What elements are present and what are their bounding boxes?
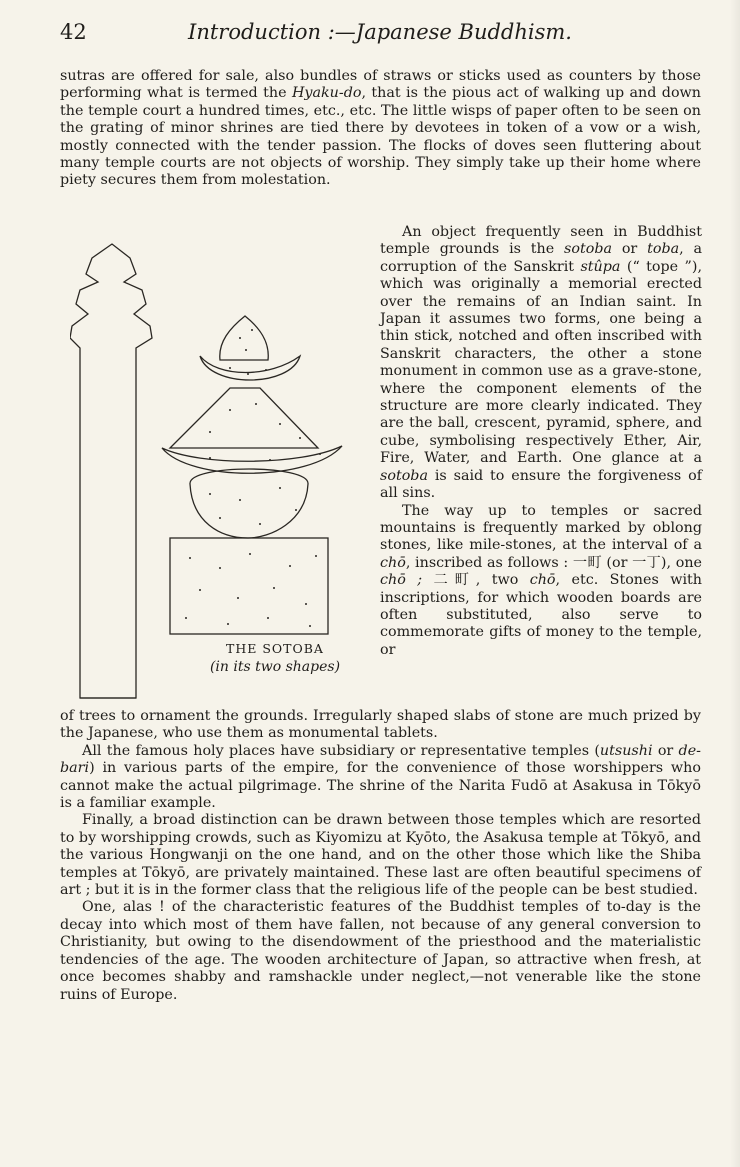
caption-subtitle: (in its two shapes)	[209, 659, 341, 675]
term-toba: toba	[647, 241, 680, 258]
upper-text-block	[60, 68, 701, 190]
stone-sotoba	[162, 316, 342, 634]
paragraph-sotoba	[380, 224, 702, 503]
text-run: Finally, a broad distinction can be drawn between those temples which are resorted to by worshipping crowds, such as Kiyomizu at Kyōto, the Asakusa temple at Tōkyō, and the various Hongwanji on the one hand, and on the other those which like the Shiba temples at Tōkyō, are privately maintained. These last are often beautiful specimens of art ; but it is in the former class that the religious life of the people can be best studied.	[60, 812, 701, 899]
figure-caption	[185, 640, 365, 676]
page-header	[60, 20, 700, 52]
term-hyaku-do: Hyaku-do	[291, 85, 362, 102]
text-run: One, alas ! of the characteristic features of the Buddhist temples of to-day is the decay into which most of them have fallen, not because of any general conversion to Christianity, but owing to the disendowment of the priesthood and the materialistic tendencies of the age. The wooden architecture of Japan, so attractive when fresh, at once becomes shabby and ramshackle under neglect,—not venerable like the stone ruins of Europe.	[60, 899, 701, 1003]
text-run: , inscribed as follows : 一町 (or 一丁), one	[405, 554, 702, 571]
sotoba-figure	[70, 238, 370, 718]
text-run: 二町, two	[422, 572, 530, 589]
text-run: , that is the pious act of walking up and down the temple court a hundred times, etc., etc. The little wisps of paper often to be seen on the grating of minor shrines are tied there by devotees in token of a vow or a wish, mostly connected with the tender passion. The flocks of doves seen fluttering about many temple courts are not objects of worship. They simply take up their home where piety secures them from molestation.	[60, 85, 702, 189]
text-run: is said to ensure the forgiveness of all sins.	[380, 467, 702, 502]
paragraph-continuation	[60, 708, 701, 743]
term-cho: chō	[380, 554, 406, 571]
stone-texture-dots	[185, 329, 321, 627]
page-number: 42	[60, 20, 87, 44]
text-run: or	[612, 241, 648, 258]
paragraph-hyaku-do	[60, 68, 701, 190]
text-run: The way up to temples or sacred mountains is frequently marked by oblong stones, like mile-stones, at the interval of a	[380, 502, 702, 554]
term-cho: chō	[529, 572, 556, 589]
text-run: (“ tope ”), which was originally a memorial erected over the remains of an Indian saint. In Japan it assumes two forms, one being a thin stick, notched and often inscribed with Sanskrit characters, the other a stone monument in common use as a grave-stone, where the component elements of the structure are more clearly indicated. They are the ball, crescent, pyramid, sphere, and cube, symbolising respectively Ether, Air, Fire, Water, and Earth. One glance at a	[380, 258, 702, 467]
paragraph-holy-places	[60, 743, 701, 813]
term-sotoba: sotoba	[380, 467, 428, 484]
caption-title: THE SOTOBA	[226, 641, 324, 656]
paragraph-decay	[60, 899, 701, 1003]
right-column-text	[380, 224, 702, 659]
text-run: All the famous holy places have subsidiary or representative temples (	[82, 742, 600, 759]
text-run: ) in various parts of the empire, for the convenience of those worshippers who cannot make the actual pilgrimage. The shrine of the Narita Fudō at Asakusa in Tōkyō is a familiar example.	[60, 760, 701, 812]
text-run: , etc. Stones with inscriptions, for which wooden boards are often substituted, also serve to commemorate gifts of money to the temple, or	[380, 572, 702, 658]
text-run: An object frequently seen in Buddhist temple grounds is the	[380, 224, 702, 258]
term-stupa: stûpa	[580, 258, 621, 275]
page-edge-shadow	[730, 0, 740, 1167]
term-utsushi: utsushi	[599, 742, 653, 759]
term-sotoba: sotoba	[564, 241, 613, 258]
term-cho: chō ;	[380, 572, 423, 589]
text-run: or	[652, 742, 679, 759]
term-de-bari: de-bari	[60, 742, 701, 777]
running-title: Introduction :—Japanese Buddhism.	[188, 20, 572, 44]
paragraph-distinction	[60, 812, 701, 899]
text-run: , a corruption of the Sanskrit	[380, 241, 703, 275]
paragraph-mile-stones	[380, 503, 702, 660]
stick-sotoba	[70, 244, 152, 698]
text-run: sutras are offered for sale, also bundles of straws or sticks used as counters by those performing what is termed the	[60, 68, 701, 102]
lower-text-block	[60, 708, 701, 1004]
text-run: of trees to ornament the grounds. Irregularly shaped slabs of stone are much prized by the Japanese, who use them as monumental tablets.	[60, 708, 701, 742]
